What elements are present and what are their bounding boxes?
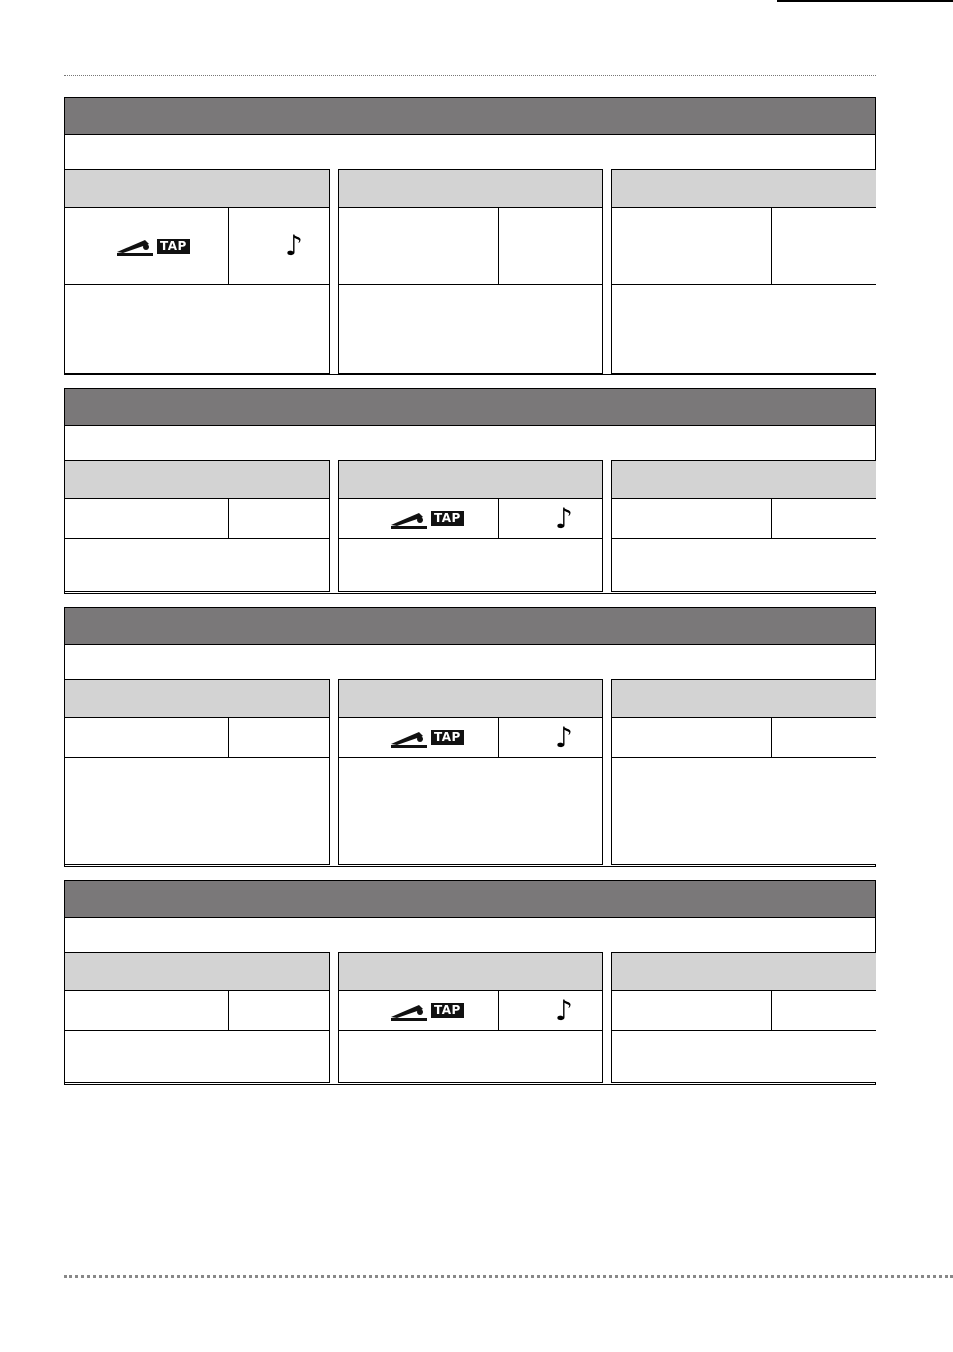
pedal-tap-indicator	[389, 1001, 464, 1021]
section-header	[65, 881, 875, 918]
parameter-sync	[499, 208, 602, 284]
pedal-tap-indicator	[389, 509, 464, 529]
parameter-name	[339, 680, 602, 718]
bottom-dotted-rule	[64, 1275, 953, 1278]
parameter-range-row	[612, 718, 876, 758]
note-icon: ♪	[555, 720, 573, 754]
parameter-range	[65, 718, 229, 757]
parameter-range-row	[339, 718, 602, 758]
parameter-name	[612, 953, 876, 991]
parameter-range-row	[339, 991, 602, 1031]
parameter-name	[339, 461, 602, 499]
section-description	[65, 426, 875, 460]
parameter-range	[65, 499, 229, 538]
section-header	[65, 389, 875, 426]
parameter-range	[612, 991, 772, 1030]
parameter-sync	[229, 991, 329, 1030]
parameter-sync	[772, 208, 876, 284]
parameter-sync	[772, 499, 876, 538]
parameter-sync	[229, 718, 329, 757]
section-description	[65, 918, 875, 952]
parameter-card	[611, 169, 876, 374]
effect-section-2	[64, 388, 876, 594]
parameter-range-row	[65, 718, 329, 758]
parameter-range	[65, 991, 229, 1030]
parameter-card	[611, 679, 876, 865]
parameter-range	[612, 208, 772, 284]
expression-pedal-icon	[389, 1001, 429, 1021]
effect-section-3	[64, 607, 876, 867]
parameter-card	[611, 952, 876, 1083]
parameter-range	[339, 499, 499, 538]
parameter-range	[65, 208, 229, 284]
parameter-sync	[499, 718, 602, 757]
tap-badge: TAP	[157, 239, 190, 254]
parameter-range-row	[65, 208, 329, 285]
expression-pedal-icon	[115, 236, 155, 256]
tap-badge: TAP	[431, 730, 464, 745]
parameter-name	[339, 953, 602, 991]
parameter-name	[339, 170, 602, 208]
section-description	[65, 645, 875, 679]
parameter-card	[611, 460, 876, 592]
section-header	[65, 608, 875, 645]
parameter-card	[338, 460, 603, 592]
parameter-range	[612, 499, 772, 538]
pedal-tap-indicator	[115, 236, 190, 256]
top-dotted-rule	[64, 75, 876, 76]
parameter-name	[65, 170, 329, 208]
pedal-tap-indicator	[389, 728, 464, 748]
parameter-name	[65, 461, 329, 499]
expression-pedal-icon	[389, 509, 429, 529]
parameter-range-row	[65, 991, 329, 1031]
parameter-card	[338, 952, 603, 1083]
parameter-card	[65, 952, 330, 1083]
parameter-card	[65, 460, 330, 592]
parameter-sync	[229, 208, 329, 284]
parameter-range-row	[65, 499, 329, 539]
parameter-range-row	[339, 208, 602, 285]
section-header	[65, 98, 875, 135]
parameter-range	[339, 718, 499, 757]
parameter-card	[338, 169, 603, 374]
parameter-name	[612, 461, 876, 499]
tap-badge: TAP	[431, 1003, 464, 1018]
effect-section-1	[64, 97, 876, 375]
parameter-range	[612, 718, 772, 757]
parameter-range	[339, 991, 499, 1030]
effect-section-4	[64, 880, 876, 1085]
parameter-name	[612, 680, 876, 718]
parameter-sync	[772, 718, 876, 757]
parameter-sync	[499, 991, 602, 1030]
tap-badge: TAP	[431, 511, 464, 526]
section-description	[65, 135, 875, 169]
parameter-card	[338, 679, 603, 865]
parameter-sync	[229, 499, 329, 538]
parameter-name	[612, 170, 876, 208]
parameter-range-row	[339, 499, 602, 539]
top-rule	[777, 0, 953, 2]
parameter-card	[65, 679, 330, 865]
parameter-name	[65, 953, 329, 991]
parameter-name	[65, 680, 329, 718]
parameter-sync	[772, 991, 876, 1030]
note-icon: ♪	[555, 993, 573, 1027]
parameter-range-row	[612, 991, 876, 1031]
parameter-range-row	[612, 499, 876, 539]
parameter-range-row	[612, 208, 876, 285]
note-icon: ♪	[285, 229, 303, 262]
expression-pedal-icon	[389, 728, 429, 748]
parameter-card	[65, 169, 330, 374]
note-icon: ♪	[555, 501, 573, 535]
parameter-sync	[499, 499, 602, 538]
parameter-range	[339, 208, 499, 284]
